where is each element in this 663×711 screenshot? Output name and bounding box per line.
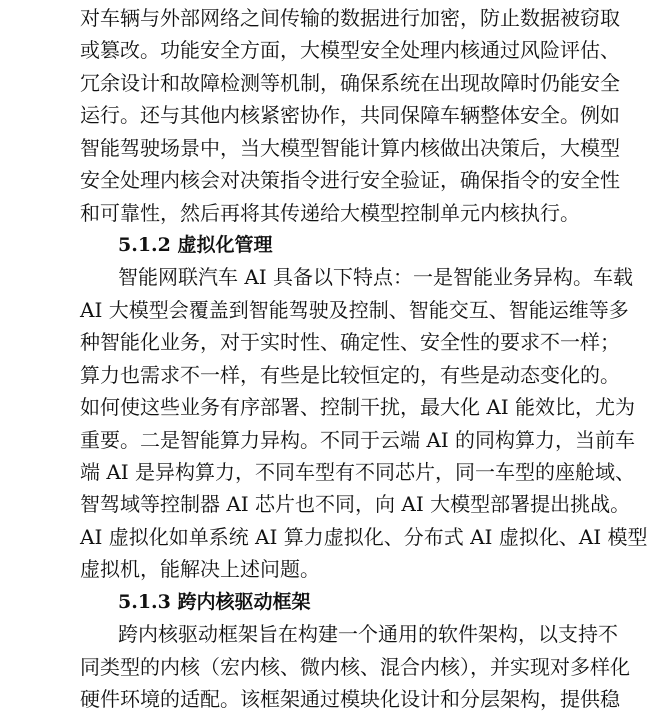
paragraph-line: 种智能化业务，对于实时性、确定性、安全性的要求不一样； [80, 330, 620, 354]
paragraph-line: 安全处理内核会对决策指令进行安全验证，确保指令的安全性 [80, 168, 620, 192]
paragraph-line: 或篡改。功能安全方面，大模型安全处理内核通过风险评估、 [80, 38, 620, 62]
paragraph-line: 端 AI 是异构算力，不同车型有不同芯片，同一车型的座舱域、 [80, 460, 636, 484]
section-heading-512: 5.1.2 虚拟化管理 [118, 234, 273, 256]
paragraph-line: 算力也需求不一样，有些是比较恒定的，有些是动态变化的。 [80, 363, 620, 387]
paragraph-line: 和可靠性，然后再将其传递给大模型控制单元内核执行。 [80, 201, 580, 225]
section-heading-513: 5.1.3 跨内核驱动框架 [118, 591, 311, 613]
paragraph-line: 冗余设计和故障检测等机制，确保系统在出现故障时仍能安全 [80, 71, 620, 95]
paragraph-line: 智能驾驶场景中，当大模型智能计算内核做出决策后，大模型 [80, 136, 620, 160]
paragraph-line: 如何使这些业务有序部署、控制干扰，最大化 AI 能效比，尤为 [80, 395, 636, 419]
paragraph-line: AI 大模型会覆盖到智能驾驶及控制、智能交互、智能运维等多 [80, 298, 629, 322]
paragraph-line: 运行。还与其他内核紧密协作，共同保障车辆整体安全。例如 [80, 103, 620, 127]
paragraph-line: 硬件环境的适配。该框架通过模块化设计和分层架构，提供稳 [80, 687, 620, 711]
paragraph-line: 对车辆与外部网络之间传输的数据进行加密，防止数据被窃取 [80, 6, 620, 30]
paragraph-line: 重要。二是智能算力异构。不同于云端 AI 的同构算力，当前车 [80, 428, 636, 452]
paragraph-line: 跨内核驱动框架旨在构建一个通用的软件架构，以支持不 [118, 622, 618, 646]
paragraph-line: 智驾域等控制器 AI 芯片也不同，向 AI 大模型部署提出挑战。 [80, 492, 631, 516]
paragraph-line: 虚拟机，能解决上述问题。 [80, 557, 320, 581]
paragraph-line: 智能网联汽车 AI 具备以下特点：一是智能业务异构。车载 [118, 265, 634, 289]
paragraph-line: AI 虚拟化如单系统 AI 算力虚拟化、分布式 AI 虚拟化、AI 模型 [80, 525, 648, 549]
paragraph-line: 同类型的内核（宏内核、微内核、混合内核），并实现对多样化 [80, 655, 630, 679]
